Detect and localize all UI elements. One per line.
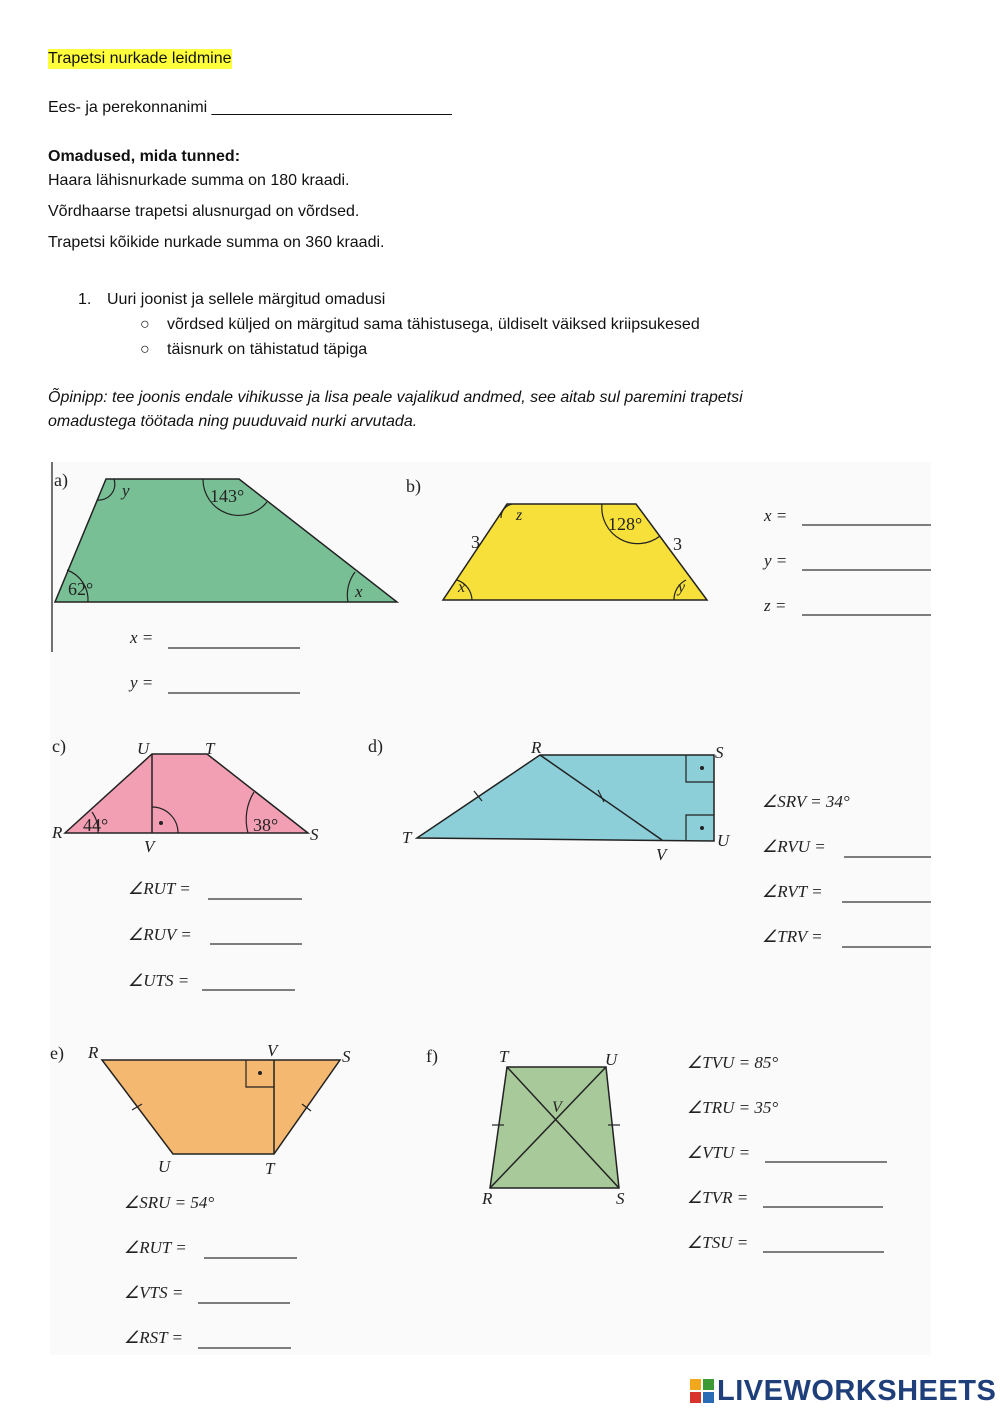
vertex-label: U	[605, 1050, 618, 1069]
answer-label: ∠RST =	[124, 1328, 183, 1347]
vertex-label: R	[531, 738, 542, 757]
vertex-label: S	[715, 743, 724, 762]
answer-label: x =	[764, 506, 788, 525]
trapezoid-f	[490, 1067, 619, 1188]
figure-d	[368, 736, 931, 947]
answer-label: ∠RUT =	[128, 879, 191, 898]
figure-a	[54, 470, 397, 693]
vertex-label: T	[205, 739, 215, 758]
trapezoid-b	[443, 504, 707, 600]
figure-b	[406, 476, 931, 615]
answer-label: ∠RVT =	[762, 882, 823, 901]
bullet-icon: ○	[140, 341, 150, 358]
answer-label: z =	[764, 596, 787, 615]
task-bullet: täisnurk on tähistatud täpiga	[167, 341, 368, 358]
figure-e	[50, 1041, 351, 1348]
vertex-label: T	[402, 828, 412, 847]
vertex-label: U	[137, 739, 150, 758]
vertex-label: T	[499, 1047, 509, 1066]
vertex-label: V	[144, 837, 155, 856]
logo-text: LIVEWORKSHEETS	[717, 1374, 997, 1407]
vertex-label: R	[52, 823, 63, 842]
angle-label: x	[458, 579, 466, 596]
tip-line: omadustega töötada ning puuduvaid nurki arvutada.	[48, 413, 418, 430]
vertex-label: S	[342, 1047, 351, 1066]
trapezoid-d	[417, 755, 714, 841]
task-text: Uuri joonist ja sellele märgitud omadusi	[107, 291, 386, 308]
angle-label: z	[516, 507, 523, 524]
angle-label: 128°	[608, 514, 643, 534]
vertex-label: V	[552, 1099, 562, 1116]
given-angle: ∠TVU = 85°	[687, 1053, 779, 1072]
vertex-label: V	[656, 845, 667, 864]
vertex-label: U	[158, 1157, 171, 1176]
bullet-icon: ○	[140, 316, 150, 333]
answer-label: ∠RVU =	[762, 837, 826, 856]
given-angle: ∠TRU = 35°	[687, 1098, 779, 1117]
property-item: Trapetsi kõikide nurkade summa on 360 kraadi.	[48, 234, 385, 251]
figure-label: a)	[54, 470, 68, 490]
figure-label: e)	[50, 1043, 64, 1063]
vertex-label: U	[717, 831, 730, 850]
name-field-label: Ees- ja perekonnanimi ___________________________	[48, 99, 452, 116]
worksheet-title: Trapetsi nurkade leidmine	[48, 50, 232, 67]
answer-label: x =	[130, 628, 154, 647]
answer-label: ∠RUT =	[124, 1238, 187, 1257]
answer-label: ∠RUV =	[128, 925, 192, 944]
side-label: 3	[673, 534, 682, 554]
answer-label: y =	[130, 673, 154, 692]
figure-label: b)	[406, 476, 421, 496]
angle-label: 38°	[253, 815, 279, 835]
given-angle: ∠SRV = 34°	[762, 792, 850, 811]
liveworksheets-logo[interactable]	[690, 1374, 996, 1408]
answer-label: ∠TSU =	[687, 1233, 749, 1252]
vertex-label: S	[310, 825, 319, 844]
vertex-label: R	[88, 1043, 99, 1062]
angle-label: 143°	[210, 486, 245, 506]
answer-label: y =	[764, 551, 788, 570]
vertex-label: V	[267, 1041, 278, 1060]
property-item: Võrdhaarse trapetsi alusnurgad on võrdsed.	[48, 203, 360, 220]
property-item: Haara lähisnurkade summa on 180 kraadi.	[48, 172, 350, 189]
angle-label: y	[678, 579, 686, 596]
logo-icon	[690, 1379, 714, 1403]
answer-label: ∠TRV =	[762, 927, 823, 946]
angle-label: 44°	[83, 815, 109, 835]
angle-label: x	[355, 582, 363, 601]
tip-line: Õpinipp: tee joonis endale vihikusse ja lisa peale vajalikud andmed, see aitab sul paremini trapetsi	[48, 389, 743, 406]
figure-f	[426, 1046, 887, 1252]
figure-label: f)	[426, 1046, 438, 1066]
vertex-label: T	[265, 1159, 275, 1178]
answer-label: ∠VTS =	[124, 1283, 184, 1302]
given-angle: ∠SRU = 54°	[124, 1193, 215, 1212]
figure-label: c)	[52, 736, 66, 756]
answer-label: ∠VTU =	[687, 1143, 751, 1162]
exercise-figures-panel	[50, 462, 931, 1355]
task-number: 1.	[78, 291, 92, 308]
vertex-label: R	[482, 1189, 493, 1208]
side-label: 3	[471, 532, 480, 552]
task-bullet: võrdsed küljed on märgitud sama tähistusega, üldiselt väiksed kriipsukesed	[167, 316, 700, 333]
figure-c	[51, 736, 319, 990]
angle-label: 62°	[68, 579, 94, 599]
properties-heading: Omadused, mida tunned:	[48, 148, 241, 165]
figure-label: d)	[368, 736, 383, 756]
answer-label: ∠UTS =	[128, 971, 190, 990]
angle-label: y	[122, 481, 130, 500]
answer-label: ∠TVR =	[687, 1188, 749, 1207]
vertex-label: S	[616, 1189, 625, 1208]
